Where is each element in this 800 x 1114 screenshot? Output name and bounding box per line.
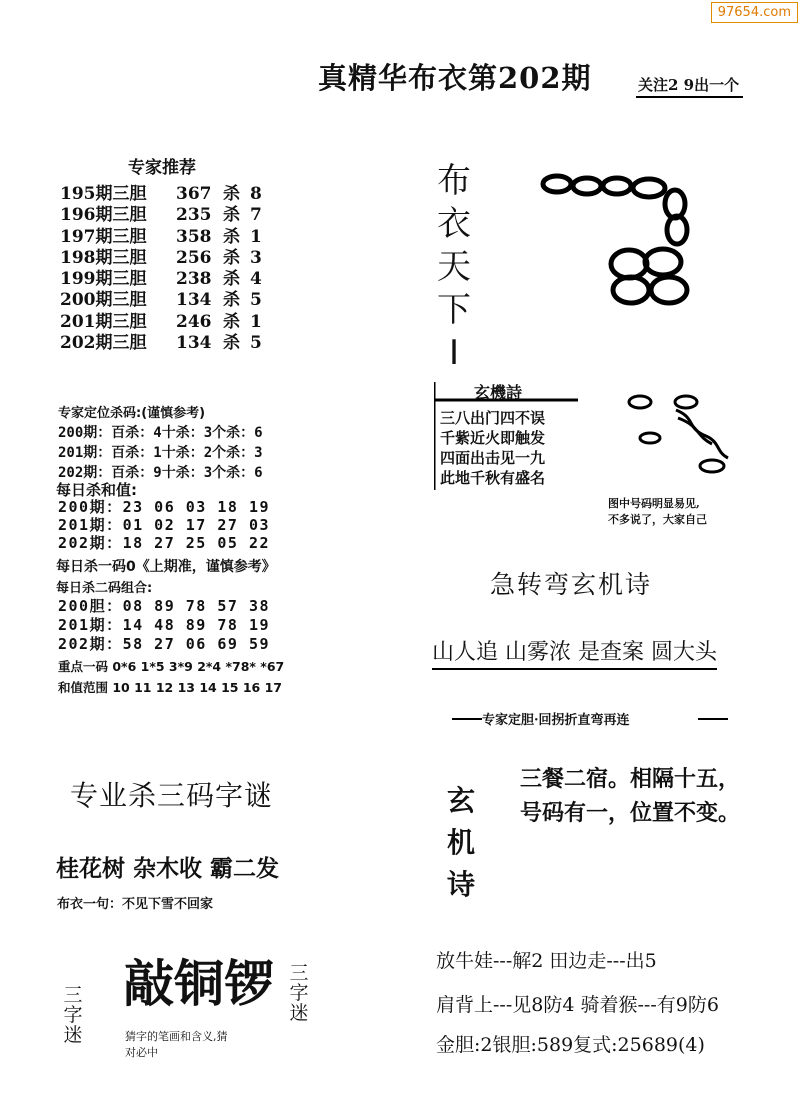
period-cell: 202期三胆 (60, 333, 147, 354)
riddle-tag-right (286, 964, 312, 1024)
period-cell: 198期三胆 (60, 247, 147, 268)
period-cell: 200期三胆 (60, 290, 147, 311)
tag-char: 字 (63, 1003, 83, 1026)
tag-char: 字 (289, 981, 309, 1004)
chain-loop (613, 277, 649, 303)
daily-kill-one: 每日杀一码0《上期准，谨慎参考》 (56, 559, 276, 575)
vertical-char: 下 (437, 290, 471, 330)
period-cell: 195期三胆 (60, 184, 147, 204)
daily-kill-two-list (58, 597, 270, 654)
watermark: 97654.com (711, 2, 798, 23)
period-cell: 197期三胆 (60, 226, 147, 247)
kill-label: 杀 (223, 333, 240, 354)
poem-line: 四面出击见一九 (440, 449, 546, 467)
list-item: 202期：58 27 06 69 59 (58, 635, 271, 653)
buyi-tianxia-vertical (434, 160, 474, 375)
position-kill-title: 专家定位杀码:(谨慎参考) (58, 406, 206, 421)
riddle-line: 桂花树 杂木收 霸二发 (56, 856, 280, 882)
expert-table (60, 184, 262, 354)
big-riddle-word: 敲铜锣 (124, 954, 274, 1013)
list-item: 200期：百杀：4十杀：3个杀：6 (58, 425, 263, 441)
nums-cell: 367 (176, 184, 212, 204)
buyi-sentence: 布衣一句：不见下雪不回家 (57, 897, 214, 912)
chain-loop (603, 178, 631, 194)
daily-kill-two-title: 每日杀二码组合: (56, 581, 153, 596)
list-item: 200期：23 06 03 18 19 (58, 498, 271, 516)
coin (629, 396, 651, 408)
riddle-note: 猜字的笔画和含义,猜 (125, 1030, 228, 1043)
tag-char: 三 (63, 984, 83, 1006)
kill-cell: 5 (250, 290, 262, 311)
divider (452, 718, 482, 720)
kill-cell: 7 (250, 205, 262, 226)
key-code: 重点一码 0*6 1*5 3*9 2*4 *78* *67 (58, 659, 285, 674)
list-item: 202期：百杀：9十杀：3个杀：6 (58, 465, 263, 481)
hint-caption: 不多说了，大家自己 (608, 513, 707, 526)
kill-cell: 8 (250, 184, 262, 204)
table-row (60, 205, 262, 226)
list-item: 201期：百杀：1十杀：2个杀：3 (58, 445, 263, 461)
kill-cell: 5 (250, 333, 262, 354)
riddle-phrases: 山人追 山雾浓 是查案 圆大头 (432, 635, 717, 670)
table-row (60, 333, 262, 354)
xuanji-vertical (446, 780, 476, 906)
coin (700, 460, 724, 472)
kill-label: 杀 (223, 311, 240, 332)
kill-three-title: 专业杀三码字谜 (70, 779, 274, 812)
table-row (60, 269, 262, 290)
poem-line: 此地千秋有盛名 (440, 469, 546, 487)
poem-line: 三八出门四不误 (440, 409, 546, 427)
period-cell: 196期三胆 (60, 205, 147, 226)
table-row (60, 184, 262, 205)
chain-loop (543, 176, 571, 192)
kill-label: 杀 (223, 269, 240, 290)
kill-label: 杀 (223, 226, 240, 247)
position-kill-list (58, 423, 263, 483)
kill-label: 杀 (223, 184, 240, 204)
daily-sum-list (58, 498, 270, 552)
kill-label: 杀 (223, 247, 240, 268)
chain-loop (573, 178, 601, 194)
vertical-char: I (448, 333, 460, 373)
list-item: 200胆：08 89 78 57 38 (58, 597, 271, 615)
nums-cell: 238 (176, 269, 212, 290)
chain-loop (651, 277, 687, 303)
vertical-char: 诗 (446, 868, 475, 901)
list-item: 201期：01 02 17 27 03 (58, 516, 271, 534)
hint-caption: 图中号码明显易见, (608, 497, 700, 510)
chain-loop (633, 179, 665, 197)
kill-cell: 4 (250, 269, 262, 290)
divider (698, 718, 728, 720)
tag-char: 迷 (289, 1001, 309, 1024)
coin-trail (676, 410, 728, 458)
nums-cell: 246 (176, 311, 212, 332)
expert-subtitle: 专家定胆·回拐折直弯再连 (482, 713, 630, 728)
brain-teaser-title: 急转弯玄机诗 (490, 570, 653, 599)
vertical-char: 布 (437, 161, 471, 201)
table-row (60, 248, 262, 269)
bottom-line: 金胆:2银胆:589复式:25689(4) (436, 1034, 705, 1056)
riddle-tag-left (60, 986, 86, 1046)
poem-line: 千紫近火即触发 (440, 429, 546, 447)
kill-cell: 1 (250, 226, 262, 247)
table-row (60, 290, 262, 311)
vertical-char: 玄 (446, 784, 475, 817)
xuanji-line: 三餐二宿。相隔十五， (520, 767, 741, 792)
page-title: 真精华布衣第202期 (318, 61, 592, 95)
list-item: 201期：14 48 89 78 19 (58, 616, 271, 634)
chain-loop (645, 249, 681, 275)
tag-char: 迷 (63, 1023, 83, 1046)
vertical-char: 衣 (437, 204, 471, 244)
bottom-line: 放牛娃---解2 田边走---出5 (436, 950, 657, 972)
period-cell: 199期三胆 (60, 269, 147, 290)
kill-label: 杀 (223, 205, 240, 226)
vertical-char: 天 (437, 247, 471, 287)
kill-cell: 1 (250, 311, 262, 332)
nums-cell: 256 (176, 247, 212, 268)
list-item: 202期：18 27 25 05 22 (58, 534, 271, 552)
kill-label: 杀 (223, 290, 240, 311)
nums-cell: 134 (176, 333, 212, 354)
kill-cell: 3 (250, 247, 262, 268)
nums-cell: 235 (176, 205, 212, 226)
follow-note: 关注2 9出一个 (636, 74, 743, 98)
sum-range: 和值范围 10 11 12 13 14 15 16 17 (58, 680, 282, 695)
chain-loop (611, 250, 647, 278)
riddle-note: 对必中 (125, 1046, 158, 1059)
table-row (60, 312, 262, 333)
period-cell: 201期三胆 (60, 311, 147, 332)
poem-title: 玄機詩 (474, 383, 523, 402)
poem-lines (440, 408, 545, 488)
number-chain-figure (535, 170, 705, 315)
table-row (60, 227, 262, 248)
nums-cell: 358 (176, 226, 212, 247)
coin (675, 396, 697, 408)
vertical-char: 机 (446, 826, 475, 859)
daily-sum-title: 每日杀和值: (56, 481, 137, 499)
coin (640, 433, 660, 443)
coin-path-figure (616, 388, 766, 488)
xuanji-line: 号码有一，位置不变。 (520, 801, 741, 826)
bottom-line: 肩背上---见8防4 骑着猴---有9防6 (436, 994, 719, 1016)
expert-heading: 专家推荐 (128, 158, 196, 178)
tag-char: 三 (289, 962, 309, 984)
nums-cell: 134 (176, 290, 212, 311)
